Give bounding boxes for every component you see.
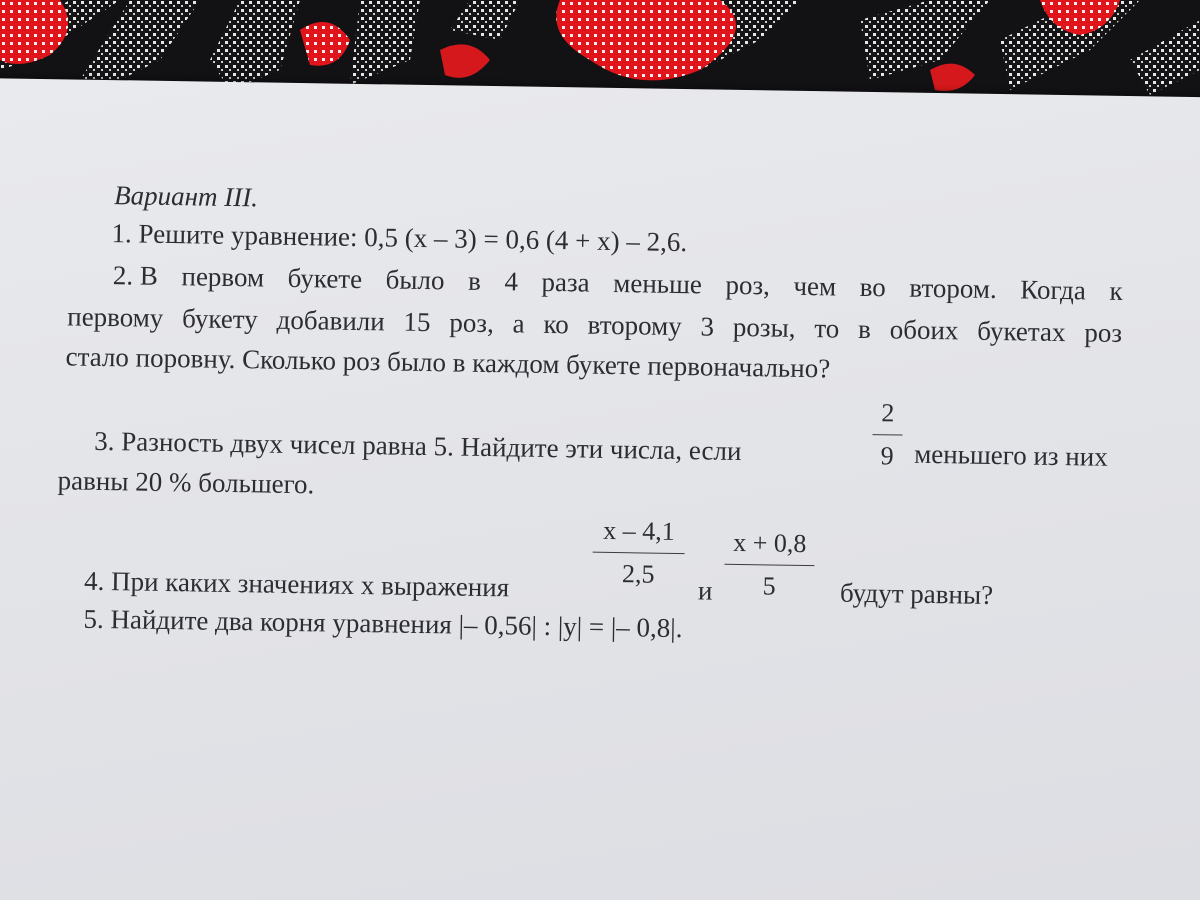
fraction-numerator: x + 0,8 — [732, 527, 807, 559]
word: первому — [67, 301, 164, 333]
task-4-text-after: будут равны? — [839, 577, 994, 610]
task-2-line-1 — [113, 260, 1123, 307]
word: 3 — [700, 311, 715, 342]
word: первом — [181, 261, 265, 293]
task-3-fraction — [872, 398, 903, 471]
task-3-text-after: меньшего из них — [913, 438, 1108, 472]
word: роз, — [725, 269, 771, 301]
task-4-fraction-2 — [724, 528, 815, 602]
word: обоих — [889, 314, 959, 346]
word: добавили — [276, 304, 385, 337]
variant-title: Вариант III. — [113, 180, 259, 213]
fraction-denominator: 5 — [762, 571, 776, 601]
word: букету — [181, 303, 259, 335]
task-4-conjunction: и — [697, 575, 713, 606]
task-3-text-before: 3. Разность двух чисел равна 5. Найдите эти числа, если — [94, 425, 742, 467]
paper-sheet — [0, 78, 1200, 900]
word: букетах — [977, 315, 1066, 348]
task-4-text-before: 4. При каких значениях x выражения — [83, 565, 510, 603]
word: во — [859, 271, 887, 303]
word: втором. — [909, 272, 997, 304]
word: второму — [587, 309, 682, 342]
word: а — [512, 308, 525, 339]
word: меньше — [613, 267, 703, 300]
word: то — [814, 313, 840, 344]
word: в — [467, 265, 482, 296]
word: 4 — [504, 266, 519, 297]
word: роз, — [449, 307, 495, 339]
word: раза — [541, 266, 590, 298]
word: 2. В — [112, 260, 159, 291]
fraction-numerator: x – 4,1 — [602, 515, 675, 546]
word: букете — [287, 262, 363, 295]
task-2-line-2 — [67, 301, 1122, 349]
task-1: 1. Решите уравнение: 0,5 (x – 3) = 0,6 (4 + x) – 2,6. — [111, 218, 688, 258]
fraction-numerator: 2 — [881, 398, 895, 428]
word: к — [1109, 275, 1123, 306]
task-5: 5. Найдите два корня уравнения |– 0,56| : |y| = |– 0,8|. — [83, 603, 683, 644]
task-3-line-2: равны 20 % большего. — [57, 465, 315, 500]
word: розы, — [732, 311, 796, 343]
word: чем — [793, 270, 837, 302]
fraction-denominator: 9 — [880, 441, 894, 471]
task-2-line-3: стало поровну. Сколько роз было в каждом букете первоначально? — [65, 341, 831, 384]
fraction-denominator: 2,5 — [621, 559, 655, 589]
word: Когда — [1020, 274, 1087, 306]
word: 15 — [403, 306, 431, 338]
task-4-fraction-1 — [592, 516, 685, 590]
word: роз — [1084, 317, 1123, 348]
word: ко — [543, 308, 570, 340]
word: в — [857, 313, 872, 345]
word: было — [385, 264, 445, 296]
